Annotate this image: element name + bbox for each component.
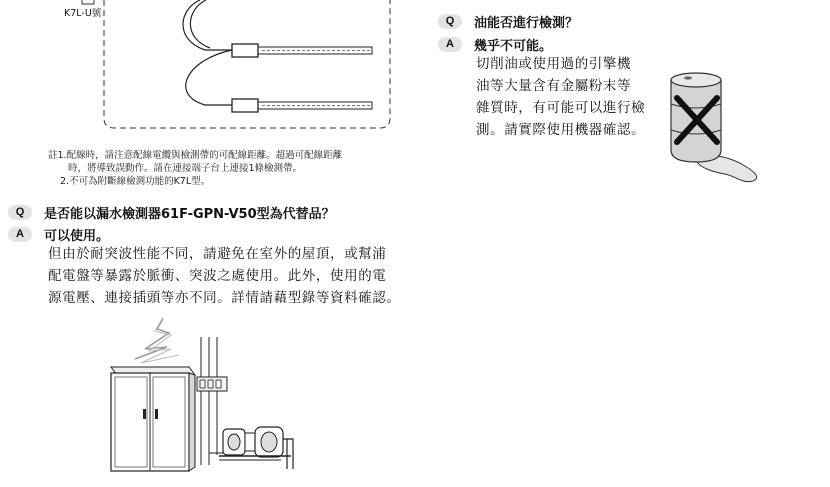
q-badge: Q: [438, 14, 462, 29]
qa-left-answer: 可以使用。: [44, 229, 110, 244]
oil-drum-prohibited-icon: [665, 68, 765, 188]
qa-right-body: [476, 53, 645, 141]
qa-left-body: [48, 243, 401, 309]
body-line: 油等大量含有金屬粉末等: [476, 78, 632, 94]
qa-left-answer-row: [8, 225, 109, 244]
qa-left-question: 是否能以漏水檢測器61F-GPN-V50型為代替品？: [44, 207, 335, 222]
body-line: 雜質時，有可能可以進行檢: [476, 100, 646, 116]
body-line: 切削油或使用過的引擎機: [476, 56, 632, 72]
qa-left-question-row: [8, 203, 335, 222]
note-line-3: 2.不可為附斷線檢測功能的K7L型。: [60, 176, 211, 187]
body-line: 配電盤等暴露於脈衝、突波之處使用。此外，使用的電: [48, 268, 387, 284]
qa-right-question: 油能否進行檢測？: [474, 16, 579, 31]
body-line: 源電壓、連接插頭等亦不同。詳情請藉型錄等資料確認。: [48, 290, 401, 306]
a-badge: A: [438, 37, 462, 52]
qa-right-question-row: [438, 12, 578, 31]
note-line-1: 註1.配線時，請注意配線電纜與檢測帶的可配線距離。超過可配線距離: [48, 150, 343, 161]
body-line: 測。請實際使用機器確認。: [476, 122, 646, 138]
outdoor-panel-pump-illustration: [105, 315, 305, 485]
qa-right-answer: 幾乎不可能。: [474, 39, 553, 54]
qa-right-answer-row: [438, 35, 552, 54]
diagram-device-label: K7L-U號: [64, 8, 102, 19]
a-badge: A: [8, 227, 32, 242]
note-line-2: 時，將導致誤動作。請在連接端子台上連接1條檢測帶。: [68, 163, 303, 174]
sensor-wiring-diagram: [0, 0, 400, 135]
q-badge: Q: [8, 205, 32, 220]
body-line: 但由於耐突波性能不同，請避免在室外的屋頂，或幫浦: [48, 246, 387, 262]
